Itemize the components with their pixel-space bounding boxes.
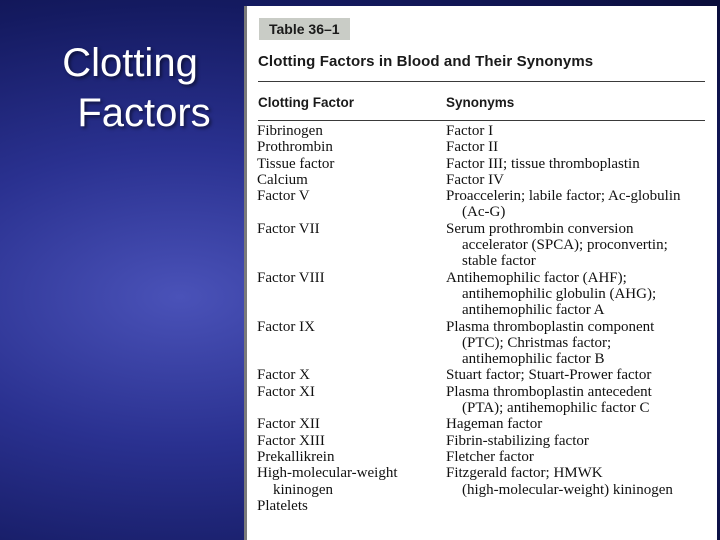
table-row [257, 433, 709, 449]
table-caption: Clotting Factors in Blood and Their Synonyms [258, 53, 594, 70]
synonyms-cell [446, 319, 709, 368]
factor-cell: Fibrinogen [257, 123, 323, 139]
synonym-line: accelerator (SPCA); proconvertin; [462, 237, 668, 254]
synonyms-cell [446, 156, 709, 172]
slide-title-line-2: Factors [77, 91, 211, 135]
synonyms-cell [446, 139, 709, 155]
synonym-line: Plasma thromboplastin antecedent [446, 383, 652, 400]
factor-cell: Factor XII [257, 416, 320, 433]
table-row [257, 384, 709, 417]
synonym-line: Factor I [446, 123, 494, 139]
table-row [257, 270, 709, 319]
synonyms-cell [446, 123, 709, 139]
factor-cell: Factor XI [257, 383, 315, 400]
synonyms-cell [446, 221, 709, 270]
synonym-line: (PTC); Christmas factor; [462, 334, 612, 351]
table-row [257, 449, 709, 465]
table-row [257, 172, 709, 188]
synonym-line: Fibrin-stabilizing factor [446, 432, 589, 449]
table-row [257, 319, 709, 368]
synonym-line: Factor IV [446, 171, 504, 188]
table-row [257, 416, 709, 432]
synonym-line: Stuart factor; Stuart-Prower factor [446, 367, 652, 384]
synonym-line: Serum prothrombin conversion [446, 220, 634, 237]
table-row [257, 188, 709, 221]
synonym-line: (Ac-G) [462, 204, 506, 221]
synonym-line: Factor III; tissue thromboplastin [446, 155, 640, 172]
table-header-rule [258, 120, 705, 121]
synonyms-cell [446, 449, 709, 465]
table-row [257, 367, 709, 383]
synonym-line: Proaccelerin; labile factor; Ac-globulin [446, 188, 681, 205]
factor-cell: Calcium [257, 171, 308, 188]
synonym-line: Plasma thromboplastin component [446, 318, 655, 335]
synonyms-cell [446, 416, 709, 432]
synonym-line: Fitzgerald factor; HMWK [446, 465, 603, 482]
table-row [257, 221, 709, 270]
table-panel [244, 6, 717, 540]
column-header-factor: Clotting Factor [258, 95, 354, 110]
synonyms-cell [446, 433, 709, 449]
synonym-line: (PTA); antihemophilic factor C [462, 400, 650, 417]
factor-cell: Factor X [257, 367, 310, 384]
synonym-line: (high-molecular-weight) kininogen [462, 481, 673, 498]
factor-cell: Prothrombin [257, 139, 333, 156]
synonym-line: Factor II [446, 139, 499, 156]
table-row [257, 139, 709, 155]
synonym-line: antihemophilic globulin (AHG); [462, 285, 657, 302]
table-top-rule [258, 81, 705, 82]
factor-cell: Factor VIII [257, 269, 325, 286]
synonyms-cell [446, 172, 709, 188]
synonym-line: Hageman factor [446, 416, 543, 433]
factor-cell: Platelets [257, 497, 308, 514]
table-row [257, 123, 709, 139]
slide-title [30, 38, 230, 138]
synonym-line: stable factor [462, 253, 536, 270]
table-body [257, 123, 709, 514]
slide-title-line-1: Clotting [62, 41, 198, 85]
synonyms-cell [446, 465, 709, 498]
synonyms-cell [446, 188, 709, 221]
synonym-line: Fletcher factor [446, 448, 534, 465]
factor-cell: Factor XIII [257, 432, 325, 449]
synonym-line: antihemophilic factor B [462, 351, 605, 368]
factor-cell: Factor V [257, 188, 310, 205]
factor-cell: Factor IX [257, 318, 315, 335]
table-label: Table 36–1 [259, 18, 350, 40]
factor-cell: Tissue factor [257, 155, 335, 172]
table-row [257, 156, 709, 172]
synonym-line: Antihemophilic factor (AHF); [446, 269, 627, 286]
factor-cell: Prekallikrein [257, 448, 335, 465]
table-row [257, 465, 709, 498]
table-row [257, 498, 709, 514]
synonym-line: antihemophilic factor A [462, 302, 605, 319]
factor-cell: Factor VII [257, 220, 320, 237]
synonyms-cell [446, 367, 709, 383]
column-header-synonyms: Synonyms [446, 95, 515, 110]
synonyms-cell [446, 270, 709, 319]
synonyms-cell [446, 384, 709, 417]
synonyms-cell [446, 498, 709, 514]
factor-cell: High-molecular-weight kininogen [257, 465, 398, 498]
